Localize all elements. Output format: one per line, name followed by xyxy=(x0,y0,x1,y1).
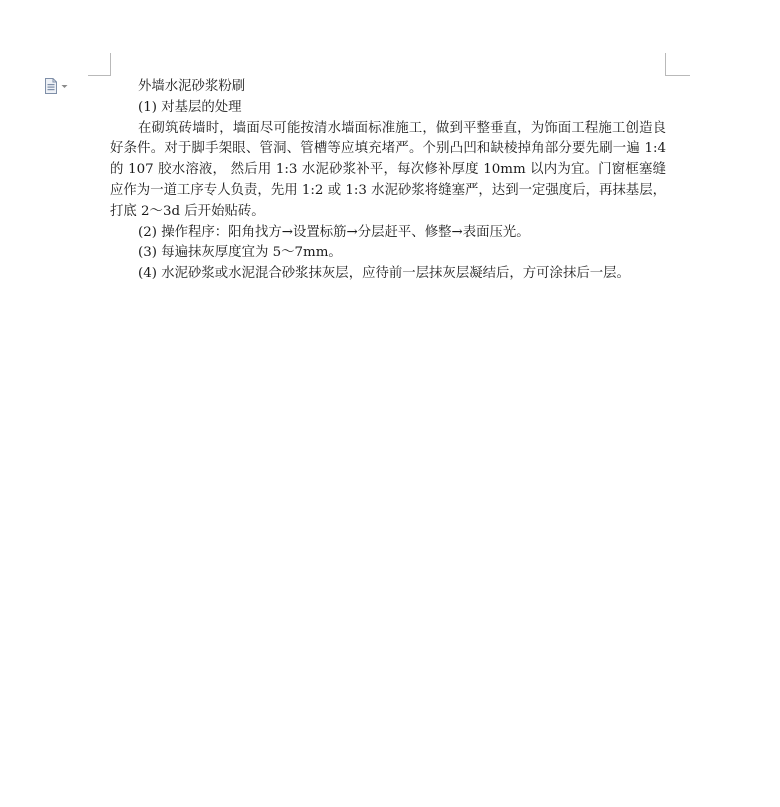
list-item-4: (4) 水泥砂浆或水泥混合砂浆抹灰层，应待前一层抹灰层凝结后，方可涂抹后一层。 xyxy=(138,266,630,282)
margin-mark-top-left xyxy=(88,53,111,76)
paste-options-icon xyxy=(44,78,58,94)
paste-options-button[interactable] xyxy=(44,77,74,95)
list-item-3: (3) 每遍抹灰厚度宜为 5～7mm。 xyxy=(138,245,342,261)
margin-mark-top-right xyxy=(665,53,690,76)
document-title: 外墙水泥砂浆粉刷 xyxy=(138,79,246,94)
body-paragraph: 在砌筑砖墙时，墙面尽可能按清水墙面标准施工，做到平整垂直，为饰面工程施工创造良好条件。对于脚手架眼、管洞、管槽等应填充堵严。个别凸凹和缺棱掉角部分要先刷一遍 1:4 的 107 胶水溶液， 然后用 1:3 水泥砂浆补平，每次修补厚度 10mm 以内为宜。门窗框塞缝应作为一道工序专人负责，先用 1:2 或 1:3 水泥砂浆将缝塞严，达到一定强度后，再抹基层，打底 2～3d 后开始贴砖。 xyxy=(110,120,666,219)
list-item-1: (1) 对基层的处理 xyxy=(138,99,242,115)
list-item-2: (2) 操作程序：阳角找方→设置标筋→分层赶平、修整→表面压光。 xyxy=(138,224,530,240)
document-body[interactable] xyxy=(110,77,666,285)
chevron-down-icon xyxy=(61,84,68,89)
